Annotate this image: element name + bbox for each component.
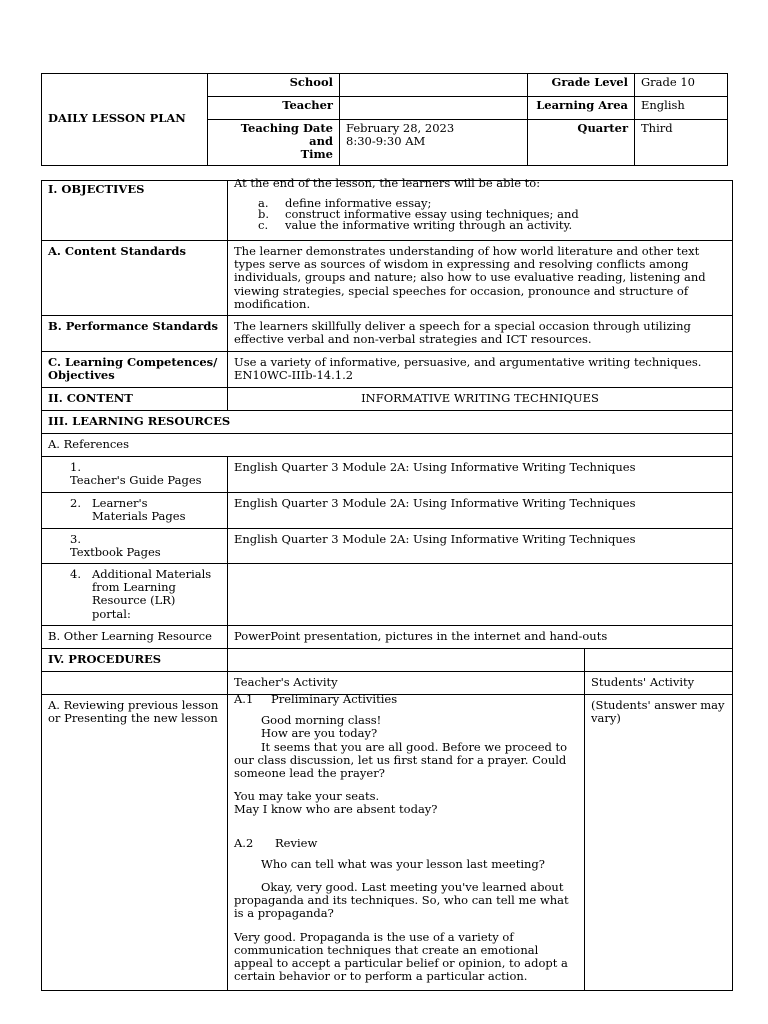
objective-item: a. define informative essay; [258,196,432,211]
procedures-label: IV. PROCEDURES [42,648,228,671]
objectives-label: I. OBJECTIVES [42,181,228,241]
reference-label: 4. Additional Materials from Learning Resource (LR) portal: [42,563,228,625]
teaching-date-value [340,120,528,166]
performance-standards-text: The learners skillfully deliver a speech for a special occasion through utilizing effective verbal and non-verbal strategies and ICT resources. [228,316,733,352]
grade-level-value: Grade 10 [635,74,728,97]
a2-paragraph-2: Very good. Propaganda is the use of a variety of communication techniques that create an emotional appeal to accept a particular belief or opinion, to adopt a certain behavior or to perform a particular action. [234,929,568,984]
teaching-date-label-line2: Time [300,147,333,162]
students-activity-header: Students' Activity [585,671,733,694]
content-standards-row [42,241,733,316]
a2-question: Who can tell what was your lesson last meeting? [261,856,545,871]
procedure-a-label: A. Reviewing previous lesson or Presenting the new lesson [42,694,228,990]
activity-header-blank [42,671,228,694]
students-activity-cell: (Students' answer may vary) [585,694,733,990]
teacher-activity-cell [228,691,585,990]
performance-standards-label: B. Performance Standards [42,316,228,352]
reference-row [42,457,733,492]
learning-resources-label: III. LEARNING RESOURCES [42,411,733,434]
a1-absent: May I know who are absent today? [234,802,438,817]
procedures-row [42,648,733,671]
school-label: School [208,74,340,97]
date-value: February 28, 2023 [346,121,455,135]
a1-question: How are you today? [261,726,378,741]
document-title: DAILY LESSON PLAN [42,74,208,166]
a2-heading: A.2 Review [234,835,318,850]
teacher-label: Teacher [208,97,340,120]
objectives-intro: At the end of the lesson, the learners will be able to: [234,176,541,190]
performance-standards-row [42,316,733,352]
competencies-row [42,352,733,388]
quarter-value: Third [635,120,728,166]
reference-row [42,563,733,625]
procedures-blank [585,648,733,671]
teaching-date-label [208,120,340,166]
other-resource-value: PowerPoint presentation, pictures in the internet and hand-outs [228,625,733,648]
competencies-label: C. Learning Competences/ Objectives [42,352,228,388]
other-resource-label: B. Other Learning Resource [42,625,228,648]
content-standards-label: A. Content Standards [42,241,228,316]
a2-paragraph-1: Okay, very good. Last meeting you've learned about propaganda and its techniques. So, who can tell me what is a propaganda? [234,880,569,921]
header-table [41,73,728,166]
reference-row [42,492,733,528]
reference-value: English Quarter 3 Module 2A: Using Informative Writing Techniques [228,492,733,528]
content-label: II. CONTENT [42,388,228,411]
grade-level-label: Grade Level [528,74,635,97]
references-row [42,434,733,457]
reference-value: English Quarter 3 Module 2A: Using Informative Writing Techniques [228,457,733,492]
content-topic: INFORMATIVE WRITING TECHNIQUES [228,388,733,411]
objective-item: b. construct informative essay using techniques; and [258,207,579,222]
resources-row [42,411,733,434]
a1-greeting: Good morning class! [261,713,382,728]
a1-paragraph: It seems that you are all good. Before we proceed to our class discussion, let us first stand for a prayer. Could someone lead the prayer? [234,739,568,780]
objectives-cell [228,176,733,241]
procedures-blank [228,648,585,671]
procedure-a-row [42,694,733,990]
objectives-row [42,181,733,241]
references-label: A. References [42,434,733,457]
reference-label: 1.Teacher's Guide Pages [42,457,228,492]
reference-row [42,528,733,563]
a1-heading: A.1 Preliminary Activities [234,691,398,706]
lesson-plan-table [41,176,733,991]
reference-value: English Quarter 3 Module 2A: Using Informative Writing Techniques [228,528,733,563]
reference-label: 3.Textbook Pages [42,528,228,563]
quarter-label: Quarter [528,120,635,166]
objectives-list [234,198,726,231]
reference-value [228,563,733,625]
learning-area-value: English [635,97,728,120]
teacher-value [340,97,528,120]
content-row [42,388,733,411]
reference-label: 2. Learner's Materials Pages [42,492,228,528]
competencies-text: Use a variety of informative, persuasive, and argumentative writing techniques. EN10WC-IIIb-14.1.2 [228,352,733,388]
content-standards-text: The learner demonstrates understanding of how world literature and other text types serve as sources of wisdom in expressing and resolving conflicts among individuals, groups and nature; also how to use evaluative reading, listening and viewing strategies, special speeches for occasion, pronounce and structure of modification. [228,241,733,316]
teaching-date-label-line1: Teaching Date and [240,121,333,149]
time-value: 8:30-9:30 AM [346,134,426,149]
other-resource-row [42,625,733,648]
objective-item: c. value the informative writing through an activity. [258,218,573,233]
learning-area-label: Learning Area [528,97,635,120]
school-value [340,74,528,97]
teacher-activity-header: Teacher's Activity [228,671,585,694]
a1-seats: You may take your seats. [234,789,380,804]
